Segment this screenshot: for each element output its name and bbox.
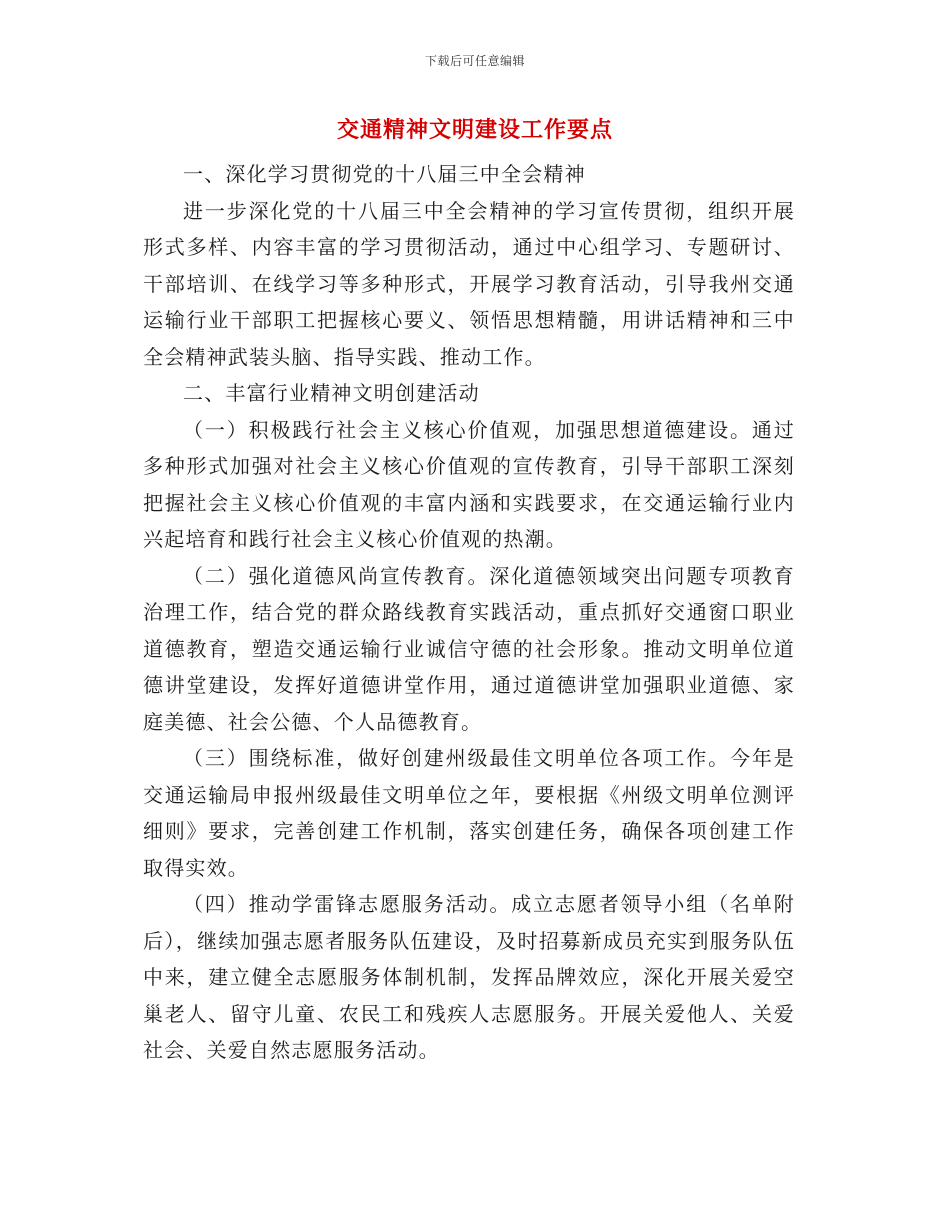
page-header-note: 下载后可任意编辑 — [424, 54, 525, 68]
body-paragraph-5: （四）推动学雷锋志愿服务活动。成立志愿者领导小组（名单附后），继续加强志愿者服务队伍建设，及时招募新成员充实到服务队伍中来，建立健全志愿服务体制机制，发挥品牌效应，深化开展关爱空巢老人、留守儿童、农民工和残疾人志愿服务。开展关爱他人、关爱社会、关爱自然志愿服务活动。 — [143, 892, 795, 1062]
document-body — [143, 156, 795, 1069]
body-paragraph-1: 进一步深化党的十八届三中全会精神的学习宣传贯彻，组织开展形式多样、内容丰富的学习贯彻活动，通过中心组学习、专题研讨、干部培训、在线学习等多种形式，开展学习教育活动，引导我州交通运输行业干部职工把握核心要义、领悟思想精髓，用讲话精神和三中全会精神武装头脑、指导实践、推动工作。 — [143, 198, 795, 369]
document-title: 交通精神文明建设工作要点 — [336, 117, 613, 143]
body-paragraph-4: （三）围绕标准，做好创建州级最佳文明单位各项工作。今年是交通运输局申报州级最佳文明单位之年，要根据《州级文明单位测评细则》要求，完善创建工作机制，落实创建任务，确保各项创建工作取得实效。 — [143, 746, 795, 880]
body-paragraph-2: （一）积极践行社会主义核心价值观，加强思想道德建设。通过多种形式加强对社会主义核心价值观的宣传教育，引导干部职工深刻把握社会主义核心价值观的丰富内涵和实践要求，在交通运输行业内兴起培育和践行社会主义核心价值观的热潮。 — [143, 417, 795, 551]
section-heading-2: 二、丰富行业精神文明创建活动 — [183, 381, 480, 405]
section-heading-1: 一、深化学习贯彻党的十八届三中全会精神 — [183, 162, 586, 186]
body-paragraph-3: （二）强化道德风尚宣传教育。深化道德领域突出问题专项教育治理工作，结合党的群众路线教育实践活动，重点抓好交通窗口职业道德教育，塑造交通运输行业诚信守德的社会形象。推动文明单位道德讲堂建设，发挥好道德讲堂作用，通过道德讲堂加强职业道德、家庭美德、社会公德、个人品德教育。 — [143, 563, 795, 734]
